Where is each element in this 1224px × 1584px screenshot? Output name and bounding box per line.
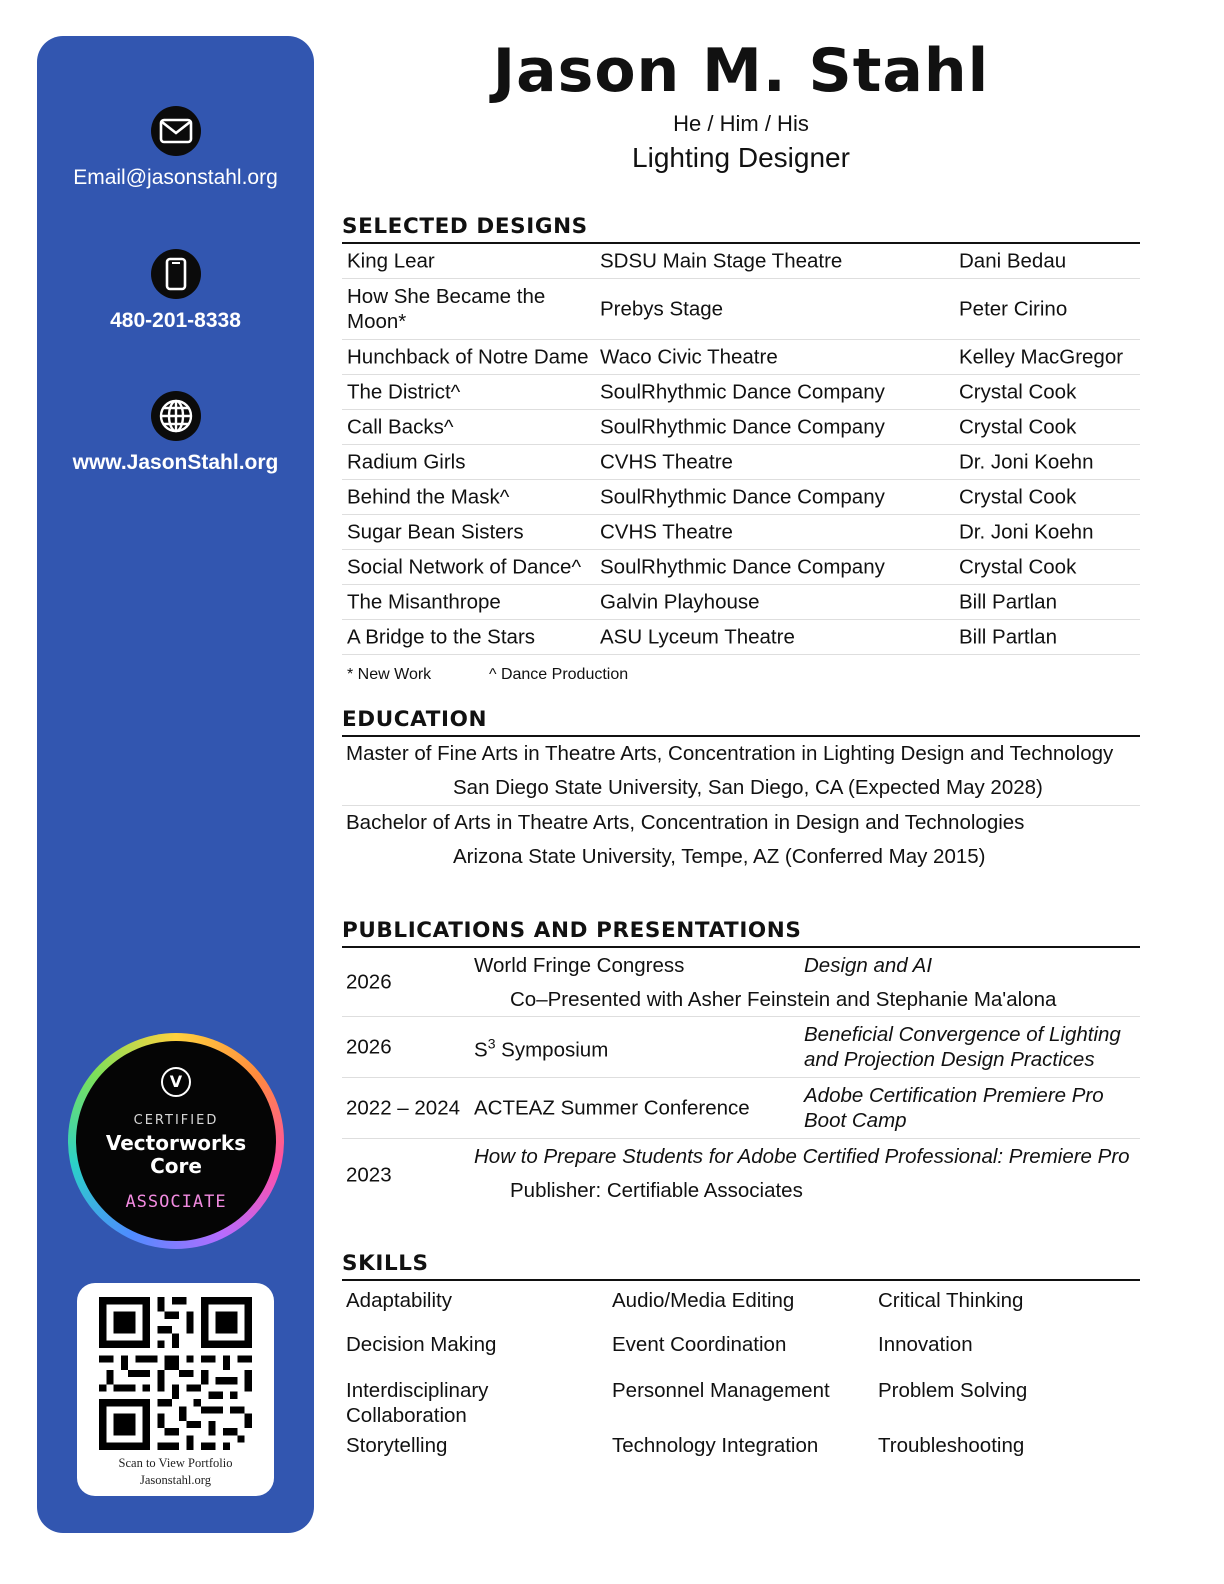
skills-row: [342, 1371, 1140, 1431]
show-title: Social Network of Dance^: [347, 555, 582, 579]
pub-note: Publisher: Certifiable Associates: [510, 1179, 803, 1202]
director: Crystal Cook: [959, 380, 1077, 404]
skill-item: Personnel Management: [612, 1379, 830, 1402]
badge-name-line1: Vectorworks: [105, 1131, 247, 1155]
phone-contact: [37, 249, 314, 333]
show-title: Call Backs^: [347, 415, 454, 439]
skills-row: [342, 1431, 1140, 1471]
school: San Diego State University, San Diego, CA (Expected May 2028): [453, 776, 1043, 799]
table-row: [342, 585, 1140, 620]
show-title: The District^: [347, 380, 461, 404]
website-contact: [37, 391, 314, 475]
education-entry: [342, 806, 1140, 874]
show-title: The Misanthrope: [347, 590, 501, 614]
table-row: [342, 410, 1140, 445]
show-title: A Bridge to the Stars: [347, 625, 536, 649]
venue: Waco Civic Theatre: [600, 345, 778, 369]
table-row: [342, 244, 1140, 279]
show-title: Behind the Mask^: [347, 485, 510, 509]
director: Dr. Joni Koehn: [959, 520, 1094, 544]
pub-venue: World Fringe Congress: [474, 954, 685, 977]
skill-item: Storytelling: [346, 1434, 448, 1457]
selected-designs-section: [342, 212, 1140, 695]
table-row: [342, 375, 1140, 410]
education-entry: [342, 737, 1140, 806]
badge-certified: CERTIFIED: [133, 1113, 219, 1128]
table-row: [342, 340, 1140, 375]
skill-item: Innovation: [878, 1333, 973, 1356]
legend-new-work: * New Work: [347, 666, 432, 683]
venue: Prebys Stage: [600, 297, 724, 321]
venue: CVHS Theatre: [600, 450, 733, 474]
pub-title: How to Prepare Students for Adobe Certified Professional: Premiere Pro: [474, 1145, 1130, 1168]
pub-note: Co–Presented with Asher Feinstein and Stephanie Ma'alona: [510, 988, 1057, 1011]
director: Peter Cirino: [959, 297, 1068, 321]
degree: Master of Fine Arts in Theatre Arts, Concentration in Lighting Design and Technology: [346, 742, 1114, 765]
table-row: [342, 550, 1140, 585]
pub-venue: ACTEAZ Summer Conference: [474, 1096, 750, 1120]
venue: Galvin Playhouse: [600, 590, 760, 614]
section-heading: SKILLS: [342, 1249, 1140, 1281]
skill-item: Interdisciplinary Collaboration: [346, 1379, 489, 1427]
table-row: [342, 620, 1140, 655]
table-row: [342, 279, 1140, 340]
publication-row: [342, 1017, 1140, 1078]
skills-row: [342, 1281, 1140, 1325]
table-row: [342, 445, 1140, 480]
director: Crystal Cook: [959, 415, 1077, 439]
sidebar: [37, 36, 314, 1533]
job-title: Lighting Designer: [632, 142, 850, 173]
publication-row: [342, 948, 1140, 1017]
vectorworks-badge: [68, 1033, 284, 1249]
school: Arizona State University, Tempe, AZ (Conferred May 2015): [453, 845, 986, 868]
degree: Bachelor of Arts in Theatre Arts, Concentration in Design and Technologies: [346, 811, 1025, 834]
skill-item: Audio/Media Editing: [612, 1289, 795, 1312]
pronouns: He / Him / His: [673, 111, 809, 136]
phone-icon: [151, 249, 201, 299]
publications-section: [342, 916, 1140, 1211]
email-link[interactable]: Email@jasonstahl.org: [73, 166, 278, 189]
show-title: King Lear: [347, 249, 435, 273]
skill-item: Critical Thinking: [878, 1289, 1024, 1312]
director: Bill Partlan: [959, 590, 1057, 614]
table-row: [342, 515, 1140, 550]
venue: SoulRhythmic Dance Company: [600, 555, 885, 579]
venue: ASU Lyceum Theatre: [600, 625, 795, 649]
skills-row: [342, 1325, 1140, 1371]
publication-row: [342, 1139, 1140, 1211]
skill-item: Event Coordination: [612, 1333, 787, 1356]
venue: SDSU Main Stage Theatre: [600, 249, 843, 273]
email-contact: [37, 106, 314, 190]
skill-item: Troubleshooting: [878, 1434, 1025, 1457]
show-title: Sugar Bean Sisters: [347, 520, 524, 544]
skill-item: Adaptability: [346, 1289, 452, 1312]
pub-title: Design and AI: [804, 954, 933, 977]
mail-icon: [151, 106, 201, 156]
website-link[interactable]: www.JasonStahl.org: [72, 451, 279, 474]
qr-code-icon: [99, 1297, 252, 1450]
phone-number[interactable]: 480-201-8338: [110, 309, 241, 332]
director: Bill Partlan: [959, 625, 1057, 649]
show-title: Hunchback of Notre Dame: [347, 345, 589, 369]
skills-section: [342, 1249, 1140, 1471]
pub-title: Adobe Certification Premiere Pro Boot Camp: [804, 1084, 1104, 1132]
vectorworks-logo-icon: V: [161, 1067, 191, 1097]
venue: SoulRhythmic Dance Company: [600, 380, 885, 404]
director: Crystal Cook: [959, 485, 1077, 509]
badge-level: ASSOCIATE: [125, 1192, 227, 1212]
director: Dr. Joni Koehn: [959, 450, 1094, 474]
section-heading: SELECTED DESIGNS: [342, 212, 1140, 244]
qr-card[interactable]: [77, 1283, 274, 1496]
legend-dance-production: ^ Dance Production: [489, 666, 629, 683]
section-heading: PUBLICATIONS AND PRESENTATIONS: [342, 916, 1140, 948]
skill-item: Decision Making: [346, 1333, 497, 1356]
table-row: [342, 480, 1140, 515]
badge-core: [76, 1041, 276, 1241]
pub-venue: $S^3$ Symposium: [474, 1035, 609, 1062]
person-name: Jason M. Stahl: [492, 36, 990, 106]
education-section: [342, 705, 1140, 874]
venue: SoulRhythmic Dance Company: [600, 415, 885, 439]
director: Dani Bedau: [959, 249, 1067, 273]
venue: SoulRhythmic Dance Company: [600, 485, 885, 509]
pub-year: 2022 – 2024: [346, 1096, 461, 1120]
badge-name-line2: Core: [150, 1154, 202, 1178]
show-title: How She Became the Moon*: [347, 285, 546, 333]
director: Kelley MacGregor: [959, 345, 1124, 369]
skill-item: Technology Integration: [612, 1434, 819, 1457]
pub-title: Beneficial Convergence of Lighting and Projection Design Practices: [804, 1023, 1121, 1071]
qr-caption-url: Jasonstahl.org: [140, 1473, 211, 1487]
globe-icon: [151, 391, 201, 441]
qr-caption: Scan to View Portfolio: [118, 1456, 233, 1470]
publication-row: [342, 1078, 1140, 1139]
show-title: Radium Girls: [347, 450, 466, 474]
pub-year: 2026: [346, 970, 392, 994]
designs-legend: [342, 655, 1140, 695]
section-heading: EDUCATION: [342, 705, 1140, 737]
pub-year: 2023: [346, 1163, 392, 1187]
skill-item: Problem Solving: [878, 1379, 1028, 1402]
venue: CVHS Theatre: [600, 520, 733, 544]
pub-year: 2026: [346, 1035, 392, 1059]
director: Crystal Cook: [959, 555, 1077, 579]
